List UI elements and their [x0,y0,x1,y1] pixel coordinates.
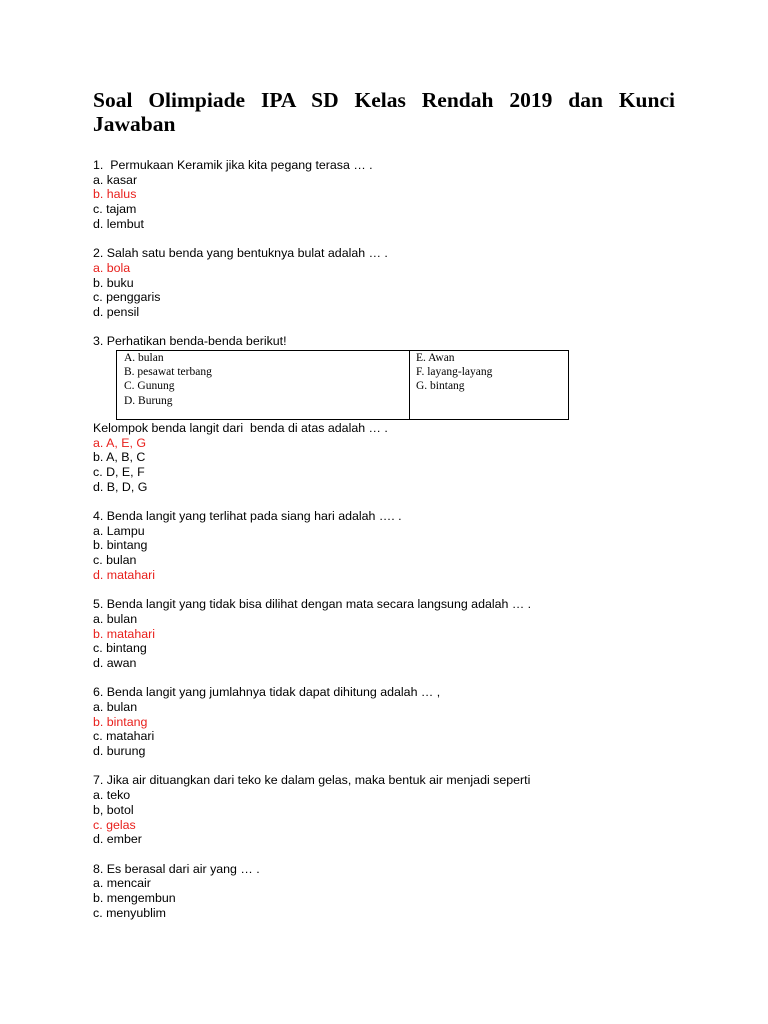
table-item: C. Gunung [124,380,175,393]
title-line-1: Soal Olimpiade IPA SD Kelas Rendah 2019 dan Kunci [93,88,675,112]
question-4-option-c: c. bulan [93,553,137,568]
question-2-option-b: b. buku [93,275,134,290]
question-3-option-d: d. B, D, G [93,479,148,494]
question-2-text: 2. Salah satu benda yang bentuknya bulat adalah … . [93,246,388,261]
objects-table-right-cell [410,351,568,419]
question-6-text: 6. Benda langit yang jumlahnya tidak dapat dihitung adalah … , [93,685,441,700]
question-3-option-c: c. D, E, F [93,465,145,479]
question-5-answer: b. matahari [93,626,155,641]
question-6-option-a: a. bulan [93,700,138,714]
question-7-option-d: d. ember [93,832,142,847]
question-6-option-c: c. matahari [93,729,155,744]
table-item: G. bintang [416,380,465,393]
question-1-text: 1. Permukaan Keramik jika kita pegang terasa … . [93,158,373,172]
question-2-option-c: c. penggaris [93,290,161,305]
question-7-option-b: b, botol [93,802,134,817]
question-6-option-d: d. burung [93,744,146,759]
question-3-option-b: b. A, B, C [93,450,146,465]
question-3-text: 3. Perhatikan benda-benda berikut! [93,334,287,349]
question-7-text: 7. Jika air dituangkan dari teko ke dalam gelas, maka bentuk air menjadi seperti [93,773,531,788]
question-5-text: 5. Benda langit yang tidak bisa dilihat dengan mata secara langsung adalah … . [93,597,532,612]
question-8-option-b: b. mengembun [93,890,176,905]
question-3-answer: a. A, E, G [93,435,147,450]
question-4-option-a: a. Lampu [93,523,145,538]
question-4-text: 4. Benda langit yang terlihat pada siang hari adalah …. . [93,509,402,524]
question-2-option-d: d. pensil [93,304,140,319]
question-7-option-a: a. teko [93,788,131,803]
question-2-answer: a. bola [93,260,131,275]
table-item: D. Burung [124,394,173,407]
question-4-option-b: b. bintang [93,538,148,553]
document-title [93,88,675,136]
question-5-option-a: a. bulan [93,611,138,626]
table-item: B. pesawat terbang [124,366,212,379]
question-1-answer: b. halus [93,187,137,202]
question-3-prompt: Kelompok benda langit dari benda di atas adalah … . [93,420,388,435]
title-line-2: Jawaban [93,112,176,136]
question-4-answer: d. matahari [93,567,155,582]
objects-table [116,350,569,420]
question-8-option-c: c. menyublim [93,905,166,920]
question-7-answer: c. gelas [93,817,136,832]
table-item: E. Awan [416,351,455,364]
question-8-option-a: a. mencair [93,876,151,891]
question-list [93,158,693,920]
question-8-text: 8. Es berasal dari air yang … . [93,861,260,876]
question-6-answer: b. bintang [93,714,148,729]
question-5-option-d: d. awan [93,655,137,670]
objects-table-left-cell [117,351,410,419]
table-item: F. layang-layang [416,366,493,379]
question-5-option-c: c. bintang [93,641,147,656]
question-1-option-c: c. tajam [93,202,137,217]
question-1-option-d: d. lembut [93,216,144,231]
table-item: A. bulan [124,351,164,364]
question-1-option-a: a. kasar [93,172,138,187]
